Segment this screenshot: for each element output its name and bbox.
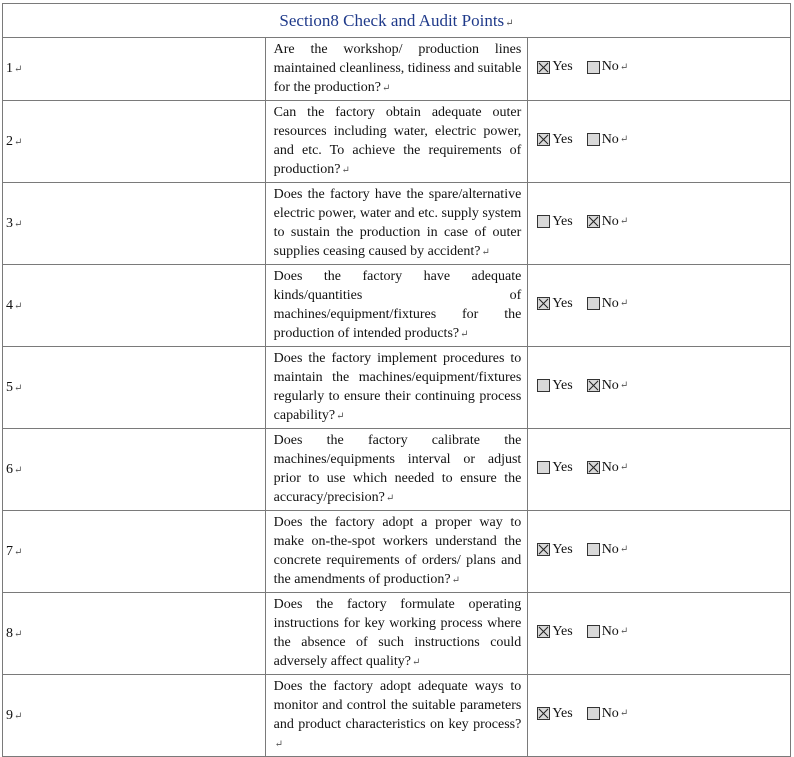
table-row	[3, 675, 791, 757]
checked-box-icon[interactable]	[537, 707, 550, 720]
paragraph-mark-icon: ↵	[619, 708, 629, 720]
paragraph-mark-icon: ↵	[274, 739, 284, 750]
question-text: Does the factory calibrate the machines/equipments interval or adjust prior to use which needed to ensure the accuracy/precision?	[273, 433, 522, 505]
yes-label: Yes	[552, 213, 573, 229]
row-number-cell	[3, 675, 266, 757]
paragraph-mark-icon: ↵	[619, 216, 629, 228]
table-row	[3, 183, 791, 265]
paragraph-mark-icon: ↵	[451, 575, 460, 586]
question-text: Does the factory implement procedures to maintain the machines/equipment/fixtures regularly to ensure their continuing process capability?	[273, 351, 522, 423]
yes-option[interactable]	[537, 624, 572, 640]
no-option[interactable]	[587, 542, 629, 558]
no-option[interactable]	[587, 460, 629, 476]
yes-option[interactable]	[537, 460, 572, 476]
paragraph-mark-icon: ↵	[14, 628, 23, 640]
no-label: No	[601, 459, 619, 475]
checked-box-icon[interactable]	[537, 543, 550, 556]
question-text: Can the factory obtain adequate outer resources including water, electric power, and etc. To achieve the requirements of production?	[273, 105, 522, 177]
checked-box-icon[interactable]	[537, 61, 550, 74]
paragraph-mark-icon: ↵	[505, 17, 514, 29]
row-number: 2	[6, 133, 13, 149]
no-label: No	[601, 59, 619, 75]
row-number: 9	[6, 707, 13, 723]
no-label: No	[601, 213, 619, 229]
paragraph-mark-icon: ↵	[14, 382, 23, 394]
question-cell	[265, 265, 528, 347]
row-number: 6	[6, 461, 13, 477]
row-number-cell	[3, 429, 266, 511]
answer-cell	[528, 593, 791, 675]
yes-label: Yes	[552, 295, 573, 311]
no-label: No	[601, 131, 619, 147]
question-text: Does the factory have the spare/alternative electric power, water and etc. supply system to sustain the production in case of outer supplies ceasing caused by accident?	[273, 187, 522, 259]
paragraph-mark-icon: ↵	[14, 300, 23, 312]
paragraph-mark-icon: ↵	[619, 61, 629, 73]
empty-box-icon[interactable]	[587, 297, 600, 310]
table-row	[3, 101, 791, 183]
paragraph-mark-icon: ↵	[336, 411, 345, 422]
yes-label: Yes	[552, 59, 573, 75]
paragraph-mark-icon: ↵	[619, 544, 629, 556]
paragraph-mark-icon: ↵	[14, 136, 23, 148]
no-option[interactable]	[587, 378, 629, 394]
row-number-cell	[3, 511, 266, 593]
no-label: No	[601, 377, 619, 393]
row-number-cell	[3, 38, 266, 101]
empty-box-icon[interactable]	[587, 133, 600, 146]
paragraph-mark-icon: ↵	[619, 380, 629, 392]
paragraph-mark-icon: ↵	[381, 83, 391, 94]
paragraph-mark-icon: ↵	[619, 462, 629, 474]
no-option[interactable]	[587, 296, 629, 312]
paragraph-mark-icon: ↵	[385, 493, 395, 504]
table-row	[3, 429, 791, 511]
yes-label: Yes	[552, 377, 573, 393]
row-number-cell	[3, 101, 266, 183]
row-number: 5	[6, 379, 13, 395]
question-text: Does the factory formulate operating instructions for key working process where the absence of such instructions could adversely affect quality?	[273, 597, 522, 669]
paragraph-mark-icon: ↵	[341, 165, 350, 176]
yes-option[interactable]	[537, 59, 572, 75]
paragraph-mark-icon: ↵	[481, 247, 490, 258]
row-number: 3	[6, 215, 13, 231]
answer-cell	[528, 347, 791, 429]
audit-table	[2, 3, 791, 757]
yes-option[interactable]	[537, 378, 572, 394]
no-option[interactable]	[587, 132, 629, 148]
answer-cell	[528, 38, 791, 101]
question-cell	[265, 593, 528, 675]
yes-option[interactable]	[537, 296, 572, 312]
table-row	[3, 265, 791, 347]
checked-box-icon[interactable]	[587, 461, 600, 474]
row-number-cell	[3, 183, 266, 265]
question-cell	[265, 675, 528, 757]
question-cell	[265, 347, 528, 429]
answer-cell	[528, 265, 791, 347]
no-option[interactable]	[587, 59, 629, 75]
paragraph-mark-icon: ↵	[14, 546, 23, 558]
yes-option[interactable]	[537, 132, 572, 148]
empty-box-icon[interactable]	[587, 707, 600, 720]
question-cell	[265, 38, 528, 101]
paragraph-mark-icon: ↵	[460, 329, 469, 340]
answer-cell	[528, 101, 791, 183]
checked-box-icon[interactable]	[587, 379, 600, 392]
row-number: 8	[6, 625, 13, 641]
empty-box-icon[interactable]	[587, 625, 600, 638]
no-option[interactable]	[587, 624, 629, 640]
row-number: 4	[6, 297, 13, 313]
no-label: No	[601, 623, 619, 639]
paragraph-mark-icon: ↵	[14, 710, 23, 722]
empty-box-icon[interactable]	[537, 379, 550, 392]
no-option[interactable]	[587, 706, 629, 722]
yes-option[interactable]	[537, 542, 572, 558]
question-cell	[265, 101, 528, 183]
checked-box-icon[interactable]	[537, 297, 550, 310]
yes-label: Yes	[552, 705, 573, 721]
empty-box-icon[interactable]	[587, 61, 600, 74]
question-text: Does the factory adopt adequate ways to monitor and control the suitable parameters and product characteristics on key process?	[273, 679, 522, 732]
question-text: Does the factory have adequate kinds/quantities of machines/equipment/fixtures for the production of intended products?	[273, 269, 522, 341]
yes-label: Yes	[552, 459, 573, 475]
answer-cell	[528, 511, 791, 593]
answer-cell	[528, 675, 791, 757]
yes-label: Yes	[552, 131, 573, 147]
row-number: 1	[6, 61, 13, 76]
empty-box-icon[interactable]	[537, 215, 550, 228]
paragraph-mark-icon: ↵	[619, 626, 629, 638]
yes-label: Yes	[552, 623, 573, 639]
section-title-cell	[3, 4, 791, 38]
question-cell	[265, 511, 528, 593]
row-number: 7	[6, 543, 13, 559]
yes-label: Yes	[552, 541, 573, 557]
section-title: Section8 Check and Audit Points	[279, 10, 505, 30]
title-row	[3, 4, 791, 38]
row-number-cell	[3, 265, 266, 347]
paragraph-mark-icon: ↵	[412, 657, 421, 668]
no-label: No	[601, 541, 619, 557]
checked-box-icon[interactable]	[587, 215, 600, 228]
answer-cell	[528, 429, 791, 511]
paragraph-mark-icon: ↵	[619, 134, 629, 146]
empty-box-icon[interactable]	[587, 543, 600, 556]
no-label: No	[601, 295, 619, 311]
paragraph-mark-icon: ↵	[14, 64, 23, 75]
no-label: No	[601, 705, 619, 721]
question-cell	[265, 429, 528, 511]
paragraph-mark-icon: ↵	[14, 218, 23, 230]
checked-box-icon[interactable]	[537, 133, 550, 146]
row-number-cell	[3, 593, 266, 675]
no-option[interactable]	[587, 214, 629, 230]
checked-box-icon[interactable]	[537, 625, 550, 638]
yes-option[interactable]	[537, 214, 572, 230]
question-cell	[265, 183, 528, 265]
row-number-cell	[3, 347, 266, 429]
table-row	[3, 593, 791, 675]
table-row	[3, 347, 791, 429]
question-text: Are the workshop/ production lines maintained cleanliness, tidiness and suitable for the production?	[273, 42, 522, 95]
question-text: Does the factory adopt a proper way to make on-the-spot workers understand the concrete requirements of orders/ plans and the amendments of production?	[273, 515, 522, 587]
yes-option[interactable]	[537, 706, 572, 722]
paragraph-mark-icon: ↵	[619, 298, 629, 310]
answer-cell	[528, 183, 791, 265]
table-row	[3, 511, 791, 593]
paragraph-mark-icon: ↵	[14, 464, 23, 476]
table-row	[3, 38, 791, 101]
empty-box-icon[interactable]	[537, 461, 550, 474]
